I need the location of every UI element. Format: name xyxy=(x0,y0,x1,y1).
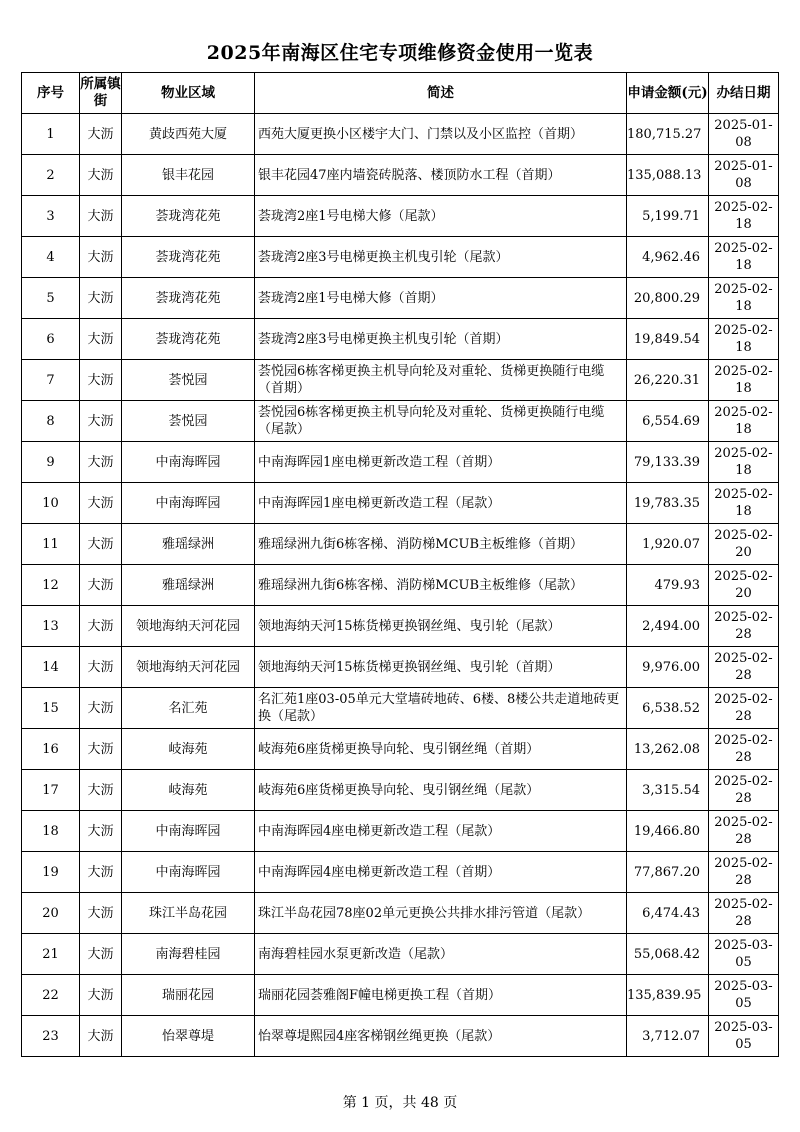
table-row xyxy=(22,524,779,565)
cell-town: 大沥 xyxy=(80,647,122,688)
cell-area: 荟珑湾花苑 xyxy=(122,196,255,237)
cell-date: 2025-02-18 xyxy=(709,483,779,524)
cell-date: 2025-02-28 xyxy=(709,647,779,688)
cell-amount: 19,466.80 xyxy=(627,811,709,852)
cell-date: 2025-02-28 xyxy=(709,770,779,811)
cell-no: 20 xyxy=(22,893,80,934)
cell-area: 黄歧西苑大厦 xyxy=(122,114,255,155)
cell-amount: 6,474.43 xyxy=(627,893,709,934)
table-row xyxy=(22,155,779,196)
cell-town: 大沥 xyxy=(80,975,122,1016)
cell-desc: 荟珑湾2座1号电梯大修（尾款） xyxy=(255,196,627,237)
table-row xyxy=(22,1016,779,1057)
cell-town: 大沥 xyxy=(80,114,122,155)
cell-amount: 19,783.35 xyxy=(627,483,709,524)
cell-date: 2025-01-08 xyxy=(709,155,779,196)
cell-town: 大沥 xyxy=(80,237,122,278)
table-row xyxy=(22,319,779,360)
table-row xyxy=(22,811,779,852)
cell-no: 12 xyxy=(22,565,80,606)
cell-amount: 135,839.95 xyxy=(627,975,709,1016)
cell-amount: 77,867.20 xyxy=(627,852,709,893)
cell-desc: 领地海纳天河15栋货梯更换钢丝绳、曳引轮（尾款） xyxy=(255,606,627,647)
cell-no: 13 xyxy=(22,606,80,647)
page-footer: 第 1 页，共 48 页 xyxy=(342,1095,458,1111)
table-row xyxy=(22,483,779,524)
cell-amount: 26,220.31 xyxy=(627,360,709,401)
cell-desc: 西苑大厦更换小区楼宇大门、门禁以及小区监控（首期） xyxy=(255,114,627,155)
cell-area: 荟珑湾花苑 xyxy=(122,278,255,319)
cell-area: 怡翠尊堤 xyxy=(122,1016,255,1057)
table-row xyxy=(22,196,779,237)
cell-town: 大沥 xyxy=(80,278,122,319)
cell-amount: 20,800.29 xyxy=(627,278,709,319)
cell-date: 2025-02-28 xyxy=(709,811,779,852)
table-row xyxy=(22,770,779,811)
cell-desc: 中南海晖园1座电梯更新改造工程（尾款） xyxy=(255,483,627,524)
cell-amount: 2,494.00 xyxy=(627,606,709,647)
cell-no: 23 xyxy=(22,1016,80,1057)
table-row xyxy=(22,852,779,893)
cell-town: 大沥 xyxy=(80,155,122,196)
cell-no: 6 xyxy=(22,319,80,360)
cell-amount: 9,976.00 xyxy=(627,647,709,688)
header-amount: 申请金额(元) xyxy=(627,73,709,114)
cell-area: 领地海纳天河花园 xyxy=(122,647,255,688)
header-town: 所属镇街 xyxy=(80,73,122,114)
cell-date: 2025-01-08 xyxy=(709,114,779,155)
cell-desc: 雅瑶绿洲九街6栋客梯、消防梯MCUB主板维修（首期） xyxy=(255,524,627,565)
cell-town: 大沥 xyxy=(80,196,122,237)
table-row xyxy=(22,606,779,647)
cell-amount: 13,262.08 xyxy=(627,729,709,770)
cell-no: 11 xyxy=(22,524,80,565)
cell-area: 雅瑶绿洲 xyxy=(122,565,255,606)
cell-amount: 4,962.46 xyxy=(627,237,709,278)
cell-no: 18 xyxy=(22,811,80,852)
cell-date: 2025-02-18 xyxy=(709,360,779,401)
cell-area: 中南海晖园 xyxy=(122,811,255,852)
cell-town: 大沥 xyxy=(80,319,122,360)
cell-area: 珠江半岛花园 xyxy=(122,893,255,934)
cell-date: 2025-02-20 xyxy=(709,524,779,565)
cell-desc: 名汇苑1座03-05单元大堂墙砖地砖、6楼、8楼公共走道地砖更换（尾款） xyxy=(255,688,627,729)
cell-desc: 中南海晖园4座电梯更新改造工程（尾款） xyxy=(255,811,627,852)
cell-desc: 岐海苑6座货梯更换导向轮、曳引钢丝绳（尾款） xyxy=(255,770,627,811)
cell-town: 大沥 xyxy=(80,606,122,647)
cell-no: 22 xyxy=(22,975,80,1016)
cell-amount: 19,849.54 xyxy=(627,319,709,360)
cell-desc: 领地海纳天河15栋货梯更换钢丝绳、曳引轮（首期） xyxy=(255,647,627,688)
cell-no: 7 xyxy=(22,360,80,401)
cell-date: 2025-02-18 xyxy=(709,401,779,442)
cell-amount: 79,133.39 xyxy=(627,442,709,483)
cell-area: 雅瑶绿洲 xyxy=(122,524,255,565)
cell-area: 荟珑湾花苑 xyxy=(122,319,255,360)
header-row xyxy=(22,73,779,114)
cell-desc: 荟悦园6栋客梯更换主机导向轮及对重轮、货梯更换随行电缆（尾款） xyxy=(255,401,627,442)
cell-area: 南海碧桂园 xyxy=(122,934,255,975)
cell-amount: 3,315.54 xyxy=(627,770,709,811)
cell-no: 4 xyxy=(22,237,80,278)
cell-town: 大沥 xyxy=(80,360,122,401)
table-row xyxy=(22,729,779,770)
cell-area: 岐海苑 xyxy=(122,729,255,770)
cell-desc: 岐海苑6座货梯更换导向轮、曳引钢丝绳（首期） xyxy=(255,729,627,770)
cell-desc: 珠江半岛花园78座02单元更换公共排水排污管道（尾款） xyxy=(255,893,627,934)
cell-date: 2025-02-28 xyxy=(709,729,779,770)
cell-date: 2025-02-28 xyxy=(709,606,779,647)
table-row xyxy=(22,934,779,975)
cell-amount: 55,068.42 xyxy=(627,934,709,975)
cell-area: 瑞丽花园 xyxy=(122,975,255,1016)
cell-no: 1 xyxy=(22,114,80,155)
cell-desc: 荟珑湾2座3号电梯更换主机曳引轮（首期） xyxy=(255,319,627,360)
cell-town: 大沥 xyxy=(80,934,122,975)
table-row xyxy=(22,278,779,319)
table-row xyxy=(22,688,779,729)
cell-date: 2025-02-20 xyxy=(709,565,779,606)
cell-no: 17 xyxy=(22,770,80,811)
cell-area: 名汇苑 xyxy=(122,688,255,729)
cell-town: 大沥 xyxy=(80,1016,122,1057)
cell-town: 大沥 xyxy=(80,483,122,524)
cell-amount: 3,712.07 xyxy=(627,1016,709,1057)
table-row xyxy=(22,647,779,688)
fund-usage-table xyxy=(21,72,779,1057)
cell-date: 2025-02-18 xyxy=(709,319,779,360)
cell-date: 2025-02-18 xyxy=(709,196,779,237)
header-desc: 简述 xyxy=(255,73,627,114)
cell-date: 2025-02-18 xyxy=(709,442,779,483)
cell-no: 5 xyxy=(22,278,80,319)
cell-town: 大沥 xyxy=(80,852,122,893)
cell-area: 银丰花园 xyxy=(122,155,255,196)
cell-area: 荟珑湾花苑 xyxy=(122,237,255,278)
cell-town: 大沥 xyxy=(80,811,122,852)
cell-amount: 135,088.13 xyxy=(627,155,709,196)
cell-town: 大沥 xyxy=(80,893,122,934)
cell-area: 领地海纳天河花园 xyxy=(122,606,255,647)
cell-desc: 荟珑湾2座3号电梯更换主机曳引轮（尾款） xyxy=(255,237,627,278)
cell-amount: 180,715.27 xyxy=(627,114,709,155)
header-no: 序号 xyxy=(22,73,80,114)
cell-no: 14 xyxy=(22,647,80,688)
header-date: 办结日期 xyxy=(709,73,779,114)
cell-no: 16 xyxy=(22,729,80,770)
cell-area: 岐海苑 xyxy=(122,770,255,811)
cell-desc: 银丰花园47座内墙瓷砖脱落、楼顶防水工程（首期） xyxy=(255,155,627,196)
cell-amount: 6,538.52 xyxy=(627,688,709,729)
cell-town: 大沥 xyxy=(80,565,122,606)
cell-no: 2 xyxy=(22,155,80,196)
cell-desc: 荟悦园6栋客梯更换主机导向轮及对重轮、货梯更换随行电缆（首期） xyxy=(255,360,627,401)
cell-no: 21 xyxy=(22,934,80,975)
table-row xyxy=(22,401,779,442)
cell-date: 2025-02-18 xyxy=(709,278,779,319)
table-row xyxy=(22,360,779,401)
cell-desc: 雅瑶绿洲九街6栋客梯、消防梯MCUB主板维修（尾款） xyxy=(255,565,627,606)
table-row xyxy=(22,114,779,155)
cell-desc: 南海碧桂园水泵更新改造（尾款） xyxy=(255,934,627,975)
cell-town: 大沥 xyxy=(80,442,122,483)
cell-area: 荟悦园 xyxy=(122,360,255,401)
cell-town: 大沥 xyxy=(80,524,122,565)
cell-town: 大沥 xyxy=(80,729,122,770)
cell-amount: 1,920.07 xyxy=(627,524,709,565)
page-title: 2025年南海区住宅专项维修资金使用一览表 xyxy=(206,42,594,64)
cell-no: 19 xyxy=(22,852,80,893)
cell-desc: 荟珑湾2座1号电梯大修（首期） xyxy=(255,278,627,319)
cell-amount: 6,554.69 xyxy=(627,401,709,442)
cell-date: 2025-03-05 xyxy=(709,934,779,975)
cell-area: 荟悦园 xyxy=(122,401,255,442)
cell-amount: 5,199.71 xyxy=(627,196,709,237)
cell-town: 大沥 xyxy=(80,688,122,729)
cell-desc: 瑞丽花园荟雅阁F幢电梯更换工程（首期） xyxy=(255,975,627,1016)
cell-area: 中南海晖园 xyxy=(122,852,255,893)
cell-date: 2025-03-05 xyxy=(709,1016,779,1057)
cell-area: 中南海晖园 xyxy=(122,442,255,483)
cell-date: 2025-02-28 xyxy=(709,852,779,893)
cell-area: 中南海晖园 xyxy=(122,483,255,524)
cell-town: 大沥 xyxy=(80,401,122,442)
table-row xyxy=(22,975,779,1016)
cell-date: 2025-02-18 xyxy=(709,237,779,278)
cell-desc: 中南海晖园1座电梯更新改造工程（首期） xyxy=(255,442,627,483)
table-row xyxy=(22,237,779,278)
cell-no: 3 xyxy=(22,196,80,237)
table-row xyxy=(22,565,779,606)
cell-no: 9 xyxy=(22,442,80,483)
cell-date: 2025-02-28 xyxy=(709,688,779,729)
cell-no: 10 xyxy=(22,483,80,524)
cell-no: 15 xyxy=(22,688,80,729)
header-area: 物业区域 xyxy=(122,73,255,114)
cell-desc: 中南海晖园4座电梯更新改造工程（首期） xyxy=(255,852,627,893)
table-row xyxy=(22,442,779,483)
cell-date: 2025-02-28 xyxy=(709,893,779,934)
cell-amount: 479.93 xyxy=(627,565,709,606)
cell-town: 大沥 xyxy=(80,770,122,811)
cell-date: 2025-03-05 xyxy=(709,975,779,1016)
cell-desc: 怡翠尊堤熙园4座客梯钢丝绳更换（尾款） xyxy=(255,1016,627,1057)
cell-no: 8 xyxy=(22,401,80,442)
table-row xyxy=(22,893,779,934)
